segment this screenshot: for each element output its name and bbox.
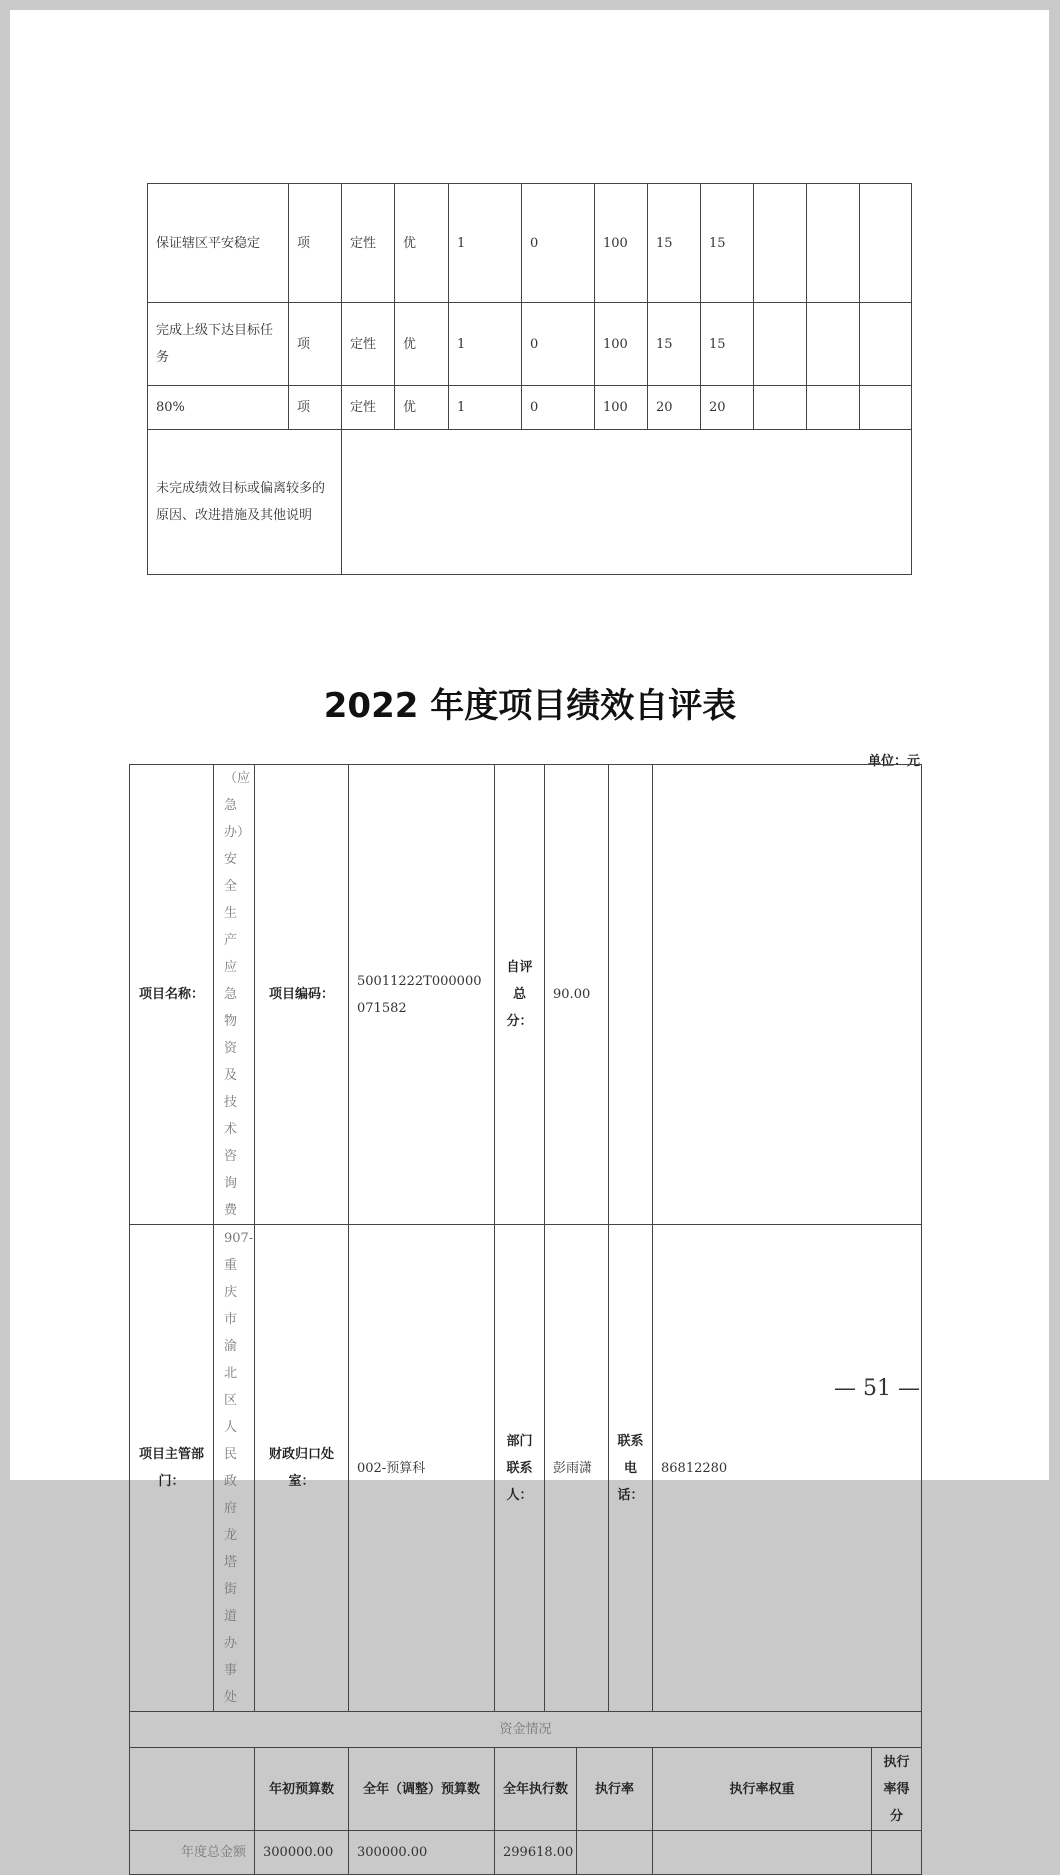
empty-cell (754, 184, 807, 303)
empty-cell (609, 765, 653, 1225)
indicator-table (147, 183, 912, 575)
funds-header-row (130, 1748, 922, 1831)
funds-value: 300000.00 (349, 1831, 495, 1875)
table-row (148, 184, 912, 303)
empty-cell (130, 1748, 255, 1831)
project-code-value: 50011222T000000071582 (349, 765, 495, 1225)
phone-value: 86812280 (653, 1225, 922, 1712)
indicator-value: 1 (449, 303, 522, 386)
remarks-value (342, 430, 912, 575)
indicator-score: 20 (701, 386, 754, 430)
indicator-value: 1 (449, 386, 522, 430)
empty-cell (807, 184, 860, 303)
funds-header: 执行率权重 (653, 1748, 872, 1831)
dept-label: 项目主管部门： (130, 1225, 214, 1712)
indicator-name: 保证辖区平安稳定 (148, 184, 289, 303)
indicator-value: 0 (522, 303, 595, 386)
contact-value: 彭雨潇 (545, 1225, 609, 1712)
indicator-standard: 优 (395, 184, 449, 303)
indicator-standard: 优 (395, 303, 449, 386)
funds-value (577, 1831, 653, 1875)
unit-label: 单位：元 (867, 754, 920, 769)
funds-header: 执行率得分 (872, 1748, 922, 1831)
phone-label: 联系电话： (609, 1225, 653, 1712)
funds-section-label: 资金情况 (130, 1712, 922, 1748)
funds-value (872, 1831, 922, 1875)
project-table (129, 764, 922, 1875)
indicator-name: 完成上级下达目标任务 (148, 303, 289, 386)
empty-cell (807, 386, 860, 430)
table-row (130, 1225, 922, 1712)
empty-cell (754, 386, 807, 430)
self-score-label: 自评总分： (495, 765, 545, 1225)
contact-label: 部门联系人： (495, 1225, 545, 1712)
remarks-row (148, 430, 912, 575)
funds-row-label: 年度总金额 (130, 1831, 255, 1875)
indicator-unit: 项 (289, 303, 342, 386)
table-row (130, 1712, 922, 1748)
project-name-value: （应急办）安全生产应急物资及技术咨询费 (214, 765, 255, 1225)
office-value: 002-预算科 (349, 1225, 495, 1712)
indicator-value: 100 (595, 303, 648, 386)
funds-value: 300000.00 (255, 1831, 349, 1875)
indicator-unit: 项 (289, 386, 342, 430)
empty-cell (860, 303, 912, 386)
indicator-weight: 15 (648, 184, 701, 303)
indicator-nature: 定性 (342, 184, 395, 303)
empty-cell (807, 303, 860, 386)
page-number: — 51 — (834, 1376, 920, 1401)
indicator-value: 100 (595, 386, 648, 430)
funds-header: 全年（调整）预算数 (349, 1748, 495, 1831)
remarks-label: 未完成绩效目标或偏离较多的原因、改进措施及其他说明 (148, 430, 342, 575)
table-row (130, 765, 922, 1225)
indicator-score: 15 (701, 303, 754, 386)
funds-header: 执行率 (577, 1748, 653, 1831)
indicator-unit: 项 (289, 184, 342, 303)
indicator-weight: 20 (648, 386, 701, 430)
indicator-weight: 15 (648, 303, 701, 386)
indicator-standard: 优 (395, 386, 449, 430)
indicator-value: 0 (522, 184, 595, 303)
indicator-value: 0 (522, 386, 595, 430)
office-label: 财政归口处室： (255, 1225, 349, 1712)
funds-row (130, 1831, 922, 1875)
indicator-value: 1 (449, 184, 522, 303)
dept-value: 907-重庆市渝北区人民政府龙塔街道办事处 (214, 1225, 255, 1712)
project-code-label: 项目编码： (255, 765, 349, 1225)
indicator-name: 80% (148, 386, 289, 430)
page-title: 2022 年度项目绩效自评表 (323, 686, 737, 726)
empty-cell (860, 184, 912, 303)
indicator-nature: 定性 (342, 386, 395, 430)
empty-cell (754, 303, 807, 386)
table-row (148, 303, 912, 386)
indicator-score: 15 (701, 184, 754, 303)
self-score-value: 90.00 (545, 765, 609, 1225)
table-row (148, 386, 912, 430)
funds-value: 299618.00 (495, 1831, 577, 1875)
indicator-value: 100 (595, 184, 648, 303)
empty-cell (860, 386, 912, 430)
funds-value (653, 1831, 872, 1875)
indicator-nature: 定性 (342, 303, 395, 386)
funds-header: 全年执行数 (495, 1748, 577, 1831)
empty-cell (653, 765, 922, 1225)
project-name-label: 项目名称： (130, 765, 214, 1225)
funds-header: 年初预算数 (255, 1748, 349, 1831)
